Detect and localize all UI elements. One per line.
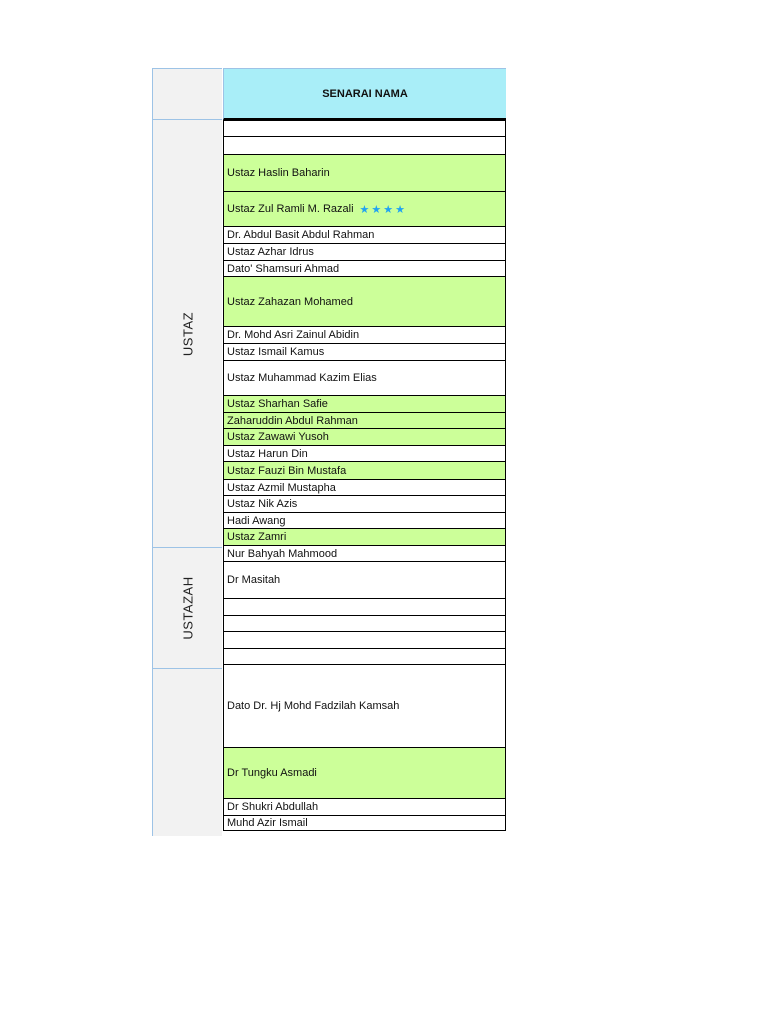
table-row[interactable]	[223, 649, 506, 665]
table-row[interactable]	[223, 413, 506, 429]
group-label-ustaz: USTAZ	[180, 311, 195, 356]
row-name: Ustaz Zamri	[227, 531, 287, 543]
table-row[interactable]	[223, 277, 506, 327]
row-name: Nur Bahyah Mahmood	[227, 547, 338, 560]
table-row[interactable]	[223, 261, 506, 277]
row-name: Ustaz Azhar Idrus	[227, 246, 314, 258]
table-row[interactable]	[223, 816, 506, 831]
row-name: Ustaz Azmil Mustapha	[227, 481, 336, 494]
row-name: Ustaz Ismail Kamus	[227, 346, 325, 358]
row-name: Dr. Abdul Basit Abdul Rahman	[227, 229, 375, 241]
table-row[interactable]	[223, 799, 506, 816]
row-name: Dr. Mohd Asri Zainul Abidin	[227, 329, 360, 341]
group-other[interactable]	[152, 669, 222, 836]
table-row[interactable]	[223, 137, 506, 155]
group-label-ustazah: USTAZAH	[180, 576, 195, 640]
row-name: Ustaz Fauzi Bin Mustafa	[227, 464, 347, 477]
column-header-title: SENARAI NAMA	[322, 87, 408, 100]
table-row[interactable]	[223, 192, 506, 227]
table-row[interactable]	[223, 396, 506, 413]
group-ustaz[interactable]	[152, 120, 222, 548]
row-name: Muhd Azir Ismail	[227, 817, 308, 829]
table-row[interactable]	[223, 446, 506, 462]
row-name: Dato' Shamsuri Ahmad	[227, 262, 340, 275]
row-name: Dr Masitah	[227, 574, 281, 586]
table-row[interactable]	[223, 480, 506, 496]
table-row[interactable]	[223, 599, 506, 616]
row-name: Ustaz Zul Ramli M. Razali	[227, 203, 354, 215]
table-row[interactable]	[223, 361, 506, 396]
spreadsheet	[152, 68, 506, 836]
column-header[interactable]	[223, 68, 506, 120]
row-name: Dr Shukri Abdullah	[227, 801, 319, 813]
group-ustazah[interactable]	[152, 548, 222, 669]
table-row[interactable]	[223, 616, 506, 632]
table-row[interactable]	[223, 155, 506, 192]
table-row[interactable]	[223, 227, 506, 244]
table-row[interactable]	[223, 665, 506, 748]
row-name: Hadi Awang	[227, 514, 286, 527]
row-name: Ustaz Zahazan Mohamed	[227, 295, 353, 308]
row-name: Dr Tungku Asmadi	[227, 767, 317, 779]
table-row[interactable]	[223, 462, 506, 480]
row-name: Dato Dr. Hj Mohd Fadzilah Kamsah	[227, 700, 400, 712]
row-name: Ustaz Muhammad Kazim Elias	[227, 372, 377, 384]
table-row[interactable]	[223, 244, 506, 261]
corner-cell[interactable]	[152, 68, 222, 120]
table-row[interactable]	[223, 327, 506, 344]
row-name: Ustaz Nik Azis	[227, 498, 298, 510]
table-row[interactable]	[223, 429, 506, 446]
table-row[interactable]	[223, 120, 506, 137]
table-row[interactable]	[223, 546, 506, 562]
row-name: Ustaz Sharhan Safie	[227, 398, 328, 410]
table-row[interactable]	[223, 529, 506, 546]
table-row[interactable]	[223, 496, 506, 513]
table-row[interactable]	[223, 748, 506, 799]
table-row[interactable]	[223, 513, 506, 529]
table-row[interactable]	[223, 344, 506, 361]
row-name: Ustaz Haslin Baharin	[227, 167, 330, 179]
row-name: Zaharuddin Abdul Rahman	[227, 414, 358, 427]
table-row[interactable]	[223, 632, 506, 649]
table-row[interactable]	[223, 562, 506, 599]
row-name: Ustaz Zawawi Yusoh	[227, 431, 329, 443]
row-name: Ustaz Harun Din	[227, 447, 308, 460]
star-rating-icon: ★★★★	[359, 203, 407, 216]
